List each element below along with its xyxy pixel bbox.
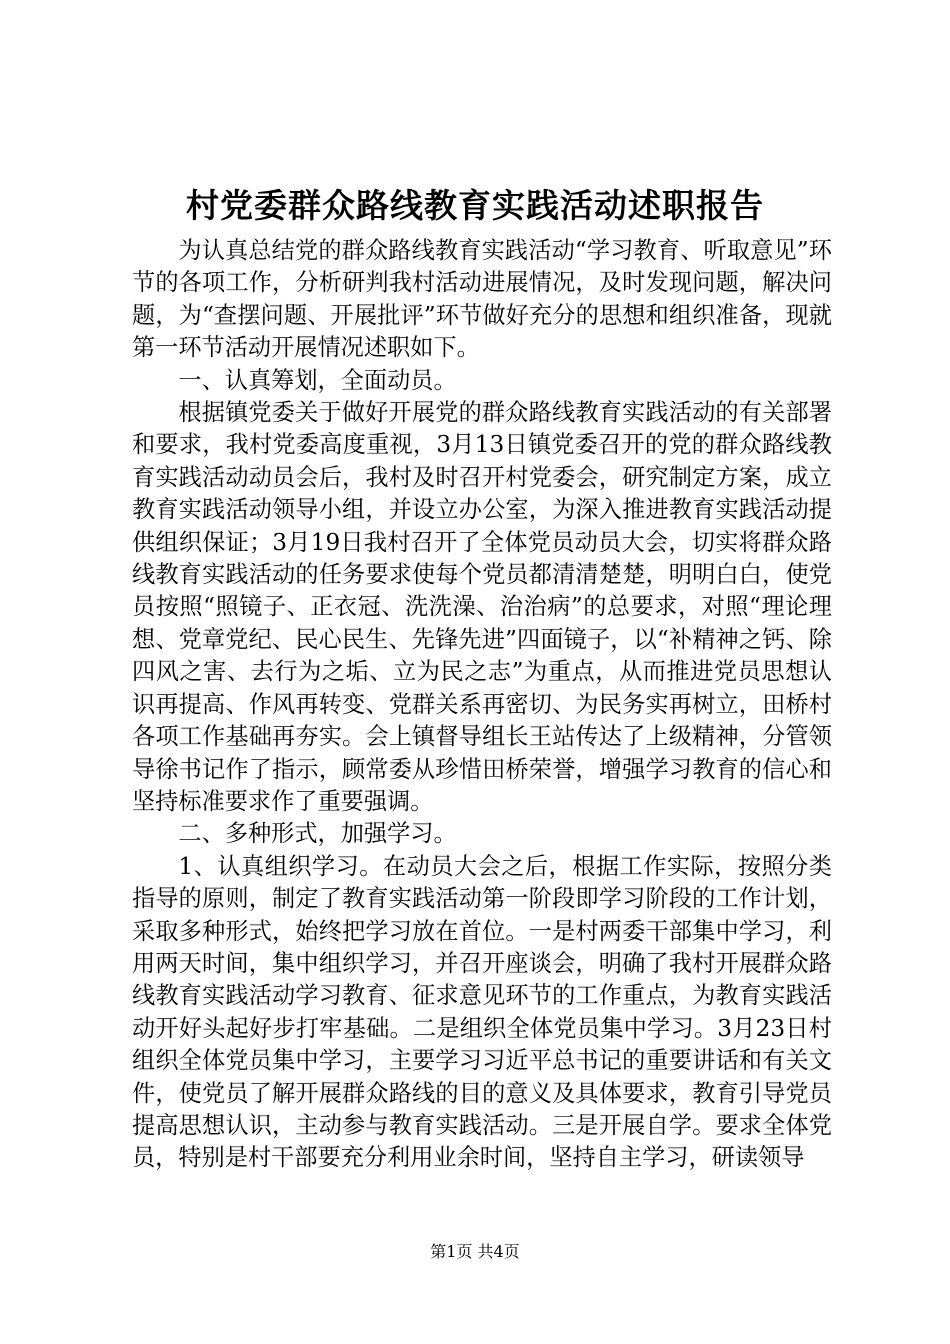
section-heading-1: 一、认真筹划，全面动员。 <box>178 366 457 394</box>
section-2-paragraph: 1、认真组织学习。在动员大会之后，根据工作实际，按照分类指导的原则，制定了教育实践活动第一阶段即学习阶段的工作计划，采取多种形式，始终把学习放在首位。一是村两委干部集中学习，利用两天时间，集中组织学习，并召开座谈会，明确了我村开展群众路线教育实践活动学习教育、征求意见环节的工作重点，为教育实践活动开好头起好步打牢基础。二是组织全体党员集中学习。3月23日村组织全体党员集中学习，主要学习习近平总书记的重要讲话和有关文件，使党员了解开展群众路线的目的意义及具体要求，教育引导党员提高思想认识，主动参与教育实践活动。三是开展自学。要求全体党员，特别是村干部要充分利用业余时间，坚持自主学习，研读领导 <box>132 852 832 1172</box>
intro-paragraph: 为认真总结党的群众路线教育实践活动“学习教育、听取意见”环节的各项工作，分析研判我村活动进展情况，及时发现问题，解决问题，为“查摆问题、开展批评”环节做好充分的思想和组织准备，现就第一环节活动开展情况述职如下。 <box>132 237 832 362</box>
section-1-paragraph: 根据镇党委关于做好开展党的群众路线教育实践活动的有关部署和要求，我村党委高度重视，3月13日镇党委召开的党的群众路线教育实践活动动员会后，我村及时召开村党委会，研究制定方案，成立教育实践活动领导小组，并设立办公室，为深入推进教育实践活动提供组织保证；3月19日我村召开了全体党员动员大会，切实将群众路线教育实践活动的任务要求使每个党员都清清楚楚，明明白白，使党员按照“照镜子、正衣冠、洗洗澡、治治病”的总要求，对照“理论理想、党章党纪、民心民生、先锋先进”四面镜子，以“补精神之钙、除四风之害、去行为之垢、立为民之志”为重点，从而推进党员思想认识再提高、作风再转变、党群关系再密切、为民务实再树立，田桥村各项工作基础再夯实。会上镇督导组长王站传达了上级精神，分管领导徐书记作了指示，顾常委从珍惜田桥荣誉，增强学习教育的信心和坚持标准要求作了重要强调。 <box>132 399 832 815</box>
document-body <box>132 235 832 1175</box>
page-number-footer: 第1页 共4页 <box>430 1242 520 1261</box>
section-heading-2: 二、多种形式，加强学习。 <box>178 820 457 848</box>
document-title: 村党委群众路线教育实践活动述职报告 <box>186 186 764 225</box>
